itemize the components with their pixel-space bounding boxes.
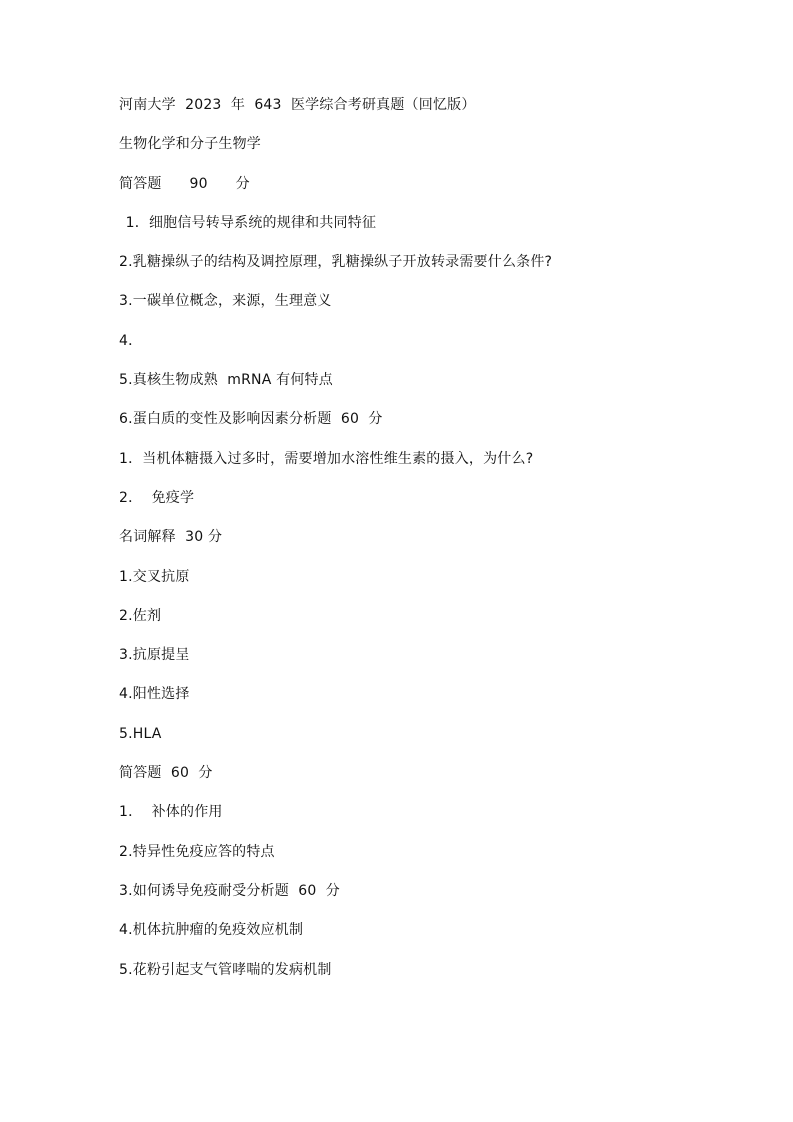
question-item: 3.抗原提呈 [119,647,190,664]
question-item: 3.一碳单位概念，来源，生理意义 [119,293,332,310]
question-item: 4． [119,332,143,349]
question-item: 5.HLA [119,725,162,742]
question-item: 2.特异性免疫应答的特点 [119,843,275,860]
question-type-heading: 名词解释 30 分 [119,529,223,546]
question-item: 5.花粉引起支气管哮喘的发病机制 [119,961,332,978]
question-item: 2.佐剂 [119,607,162,624]
section-heading-biochemistry: 生物化学和分子生物学 [119,136,261,153]
question-item: 5.真核生物成熟 mRNA 有何特点 [119,372,333,389]
question-item: 1． 补体的作用 [119,804,223,821]
question-item: 4.阳性选择 [119,686,190,703]
question-item: 1．当机体糖摄入过多时，需要增加水溶性维生素的摄入，为什么? [119,450,534,467]
question-item: 6.蛋白质的变性及影响因素分析题 60 分 [119,411,383,428]
question-item: 4.机体抗肿瘤的免疫效应机制 [119,922,304,939]
question-item: 2.乳糖操纵子的结构及调控原理，乳糖操纵子开放转录需要什么条件? [119,254,553,271]
question-item: 1．细胞信号转导系统的规律和共同特征 [121,214,377,231]
question-type-heading: 简答题 90 分 [119,175,250,192]
question-item: 1.交叉抗原 [119,568,190,585]
document-title: 河南大学 2023 年 643 医学综合考研真题（回忆版） [119,97,476,113]
question-type-heading: 简答题 60 分 [119,765,213,782]
section-heading-immunology: 2． 免疫学 [119,489,195,506]
question-item: 3.如何诱导免疫耐受分析题 60 分 [119,882,340,899]
document-body [119,95,679,999]
